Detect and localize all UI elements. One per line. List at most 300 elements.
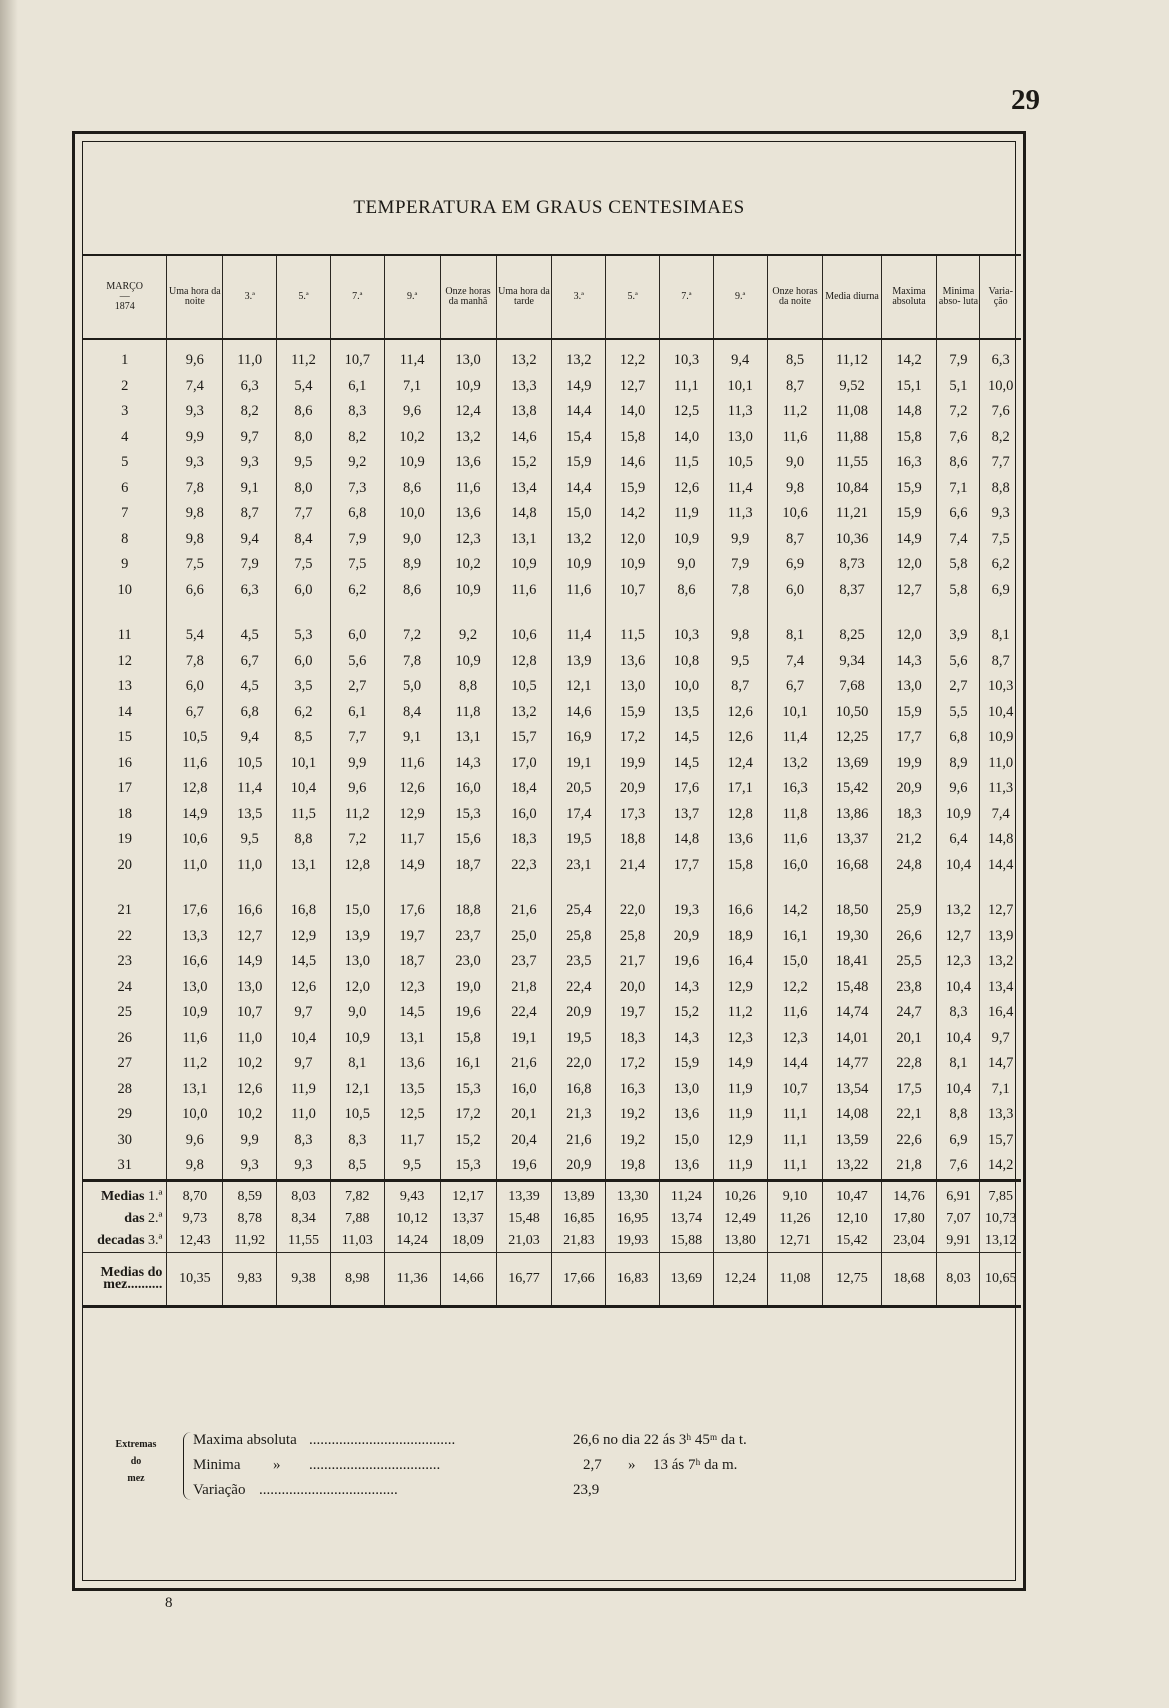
table-cell: 23,5 bbox=[552, 949, 606, 975]
table-cell: 17,2 bbox=[606, 725, 660, 751]
table-cell: 16,1 bbox=[767, 924, 823, 950]
table-cell: 15,9 bbox=[606, 700, 660, 726]
table-cell: 11,0 bbox=[223, 1026, 277, 1052]
table-cell: 9,2 bbox=[440, 623, 496, 649]
table-cell: 13,4 bbox=[980, 975, 1021, 1001]
table-cell: 18,68 bbox=[881, 1252, 937, 1306]
table-cell: 6,3 bbox=[980, 339, 1021, 374]
table-row bbox=[83, 374, 1021, 400]
table-cell: 7,2 bbox=[384, 623, 440, 649]
table-row bbox=[83, 527, 1021, 553]
table-cell: 15,9 bbox=[659, 1051, 713, 1077]
table-cell: 10,9 bbox=[167, 1000, 223, 1026]
table-cell: 11,1 bbox=[767, 1102, 823, 1128]
table-cell: 14,4 bbox=[980, 853, 1021, 879]
table-cell: 8,6 bbox=[384, 578, 440, 604]
table-cell: 24,8 bbox=[881, 853, 937, 879]
table-cell: 14,4 bbox=[552, 476, 606, 502]
table-cell: 11 bbox=[117, 627, 132, 644]
table-cell: 12,3 bbox=[937, 949, 980, 975]
table-cell: 5,5 bbox=[937, 700, 980, 726]
table-cell: 7,82 bbox=[330, 1180, 384, 1208]
table-cell: 8,1 bbox=[767, 623, 823, 649]
column-header: 7.ª bbox=[659, 255, 713, 339]
decade-mean-row bbox=[83, 1180, 1021, 1208]
table-row bbox=[83, 898, 1021, 924]
table-cell: 10,7 bbox=[223, 1000, 277, 1026]
spacer-cell bbox=[496, 603, 552, 623]
table-cell: 14,2 bbox=[767, 898, 823, 924]
table-cell: 4,5 bbox=[223, 623, 277, 649]
table-cell: 15,7 bbox=[496, 725, 552, 751]
table-cell: 10,6 bbox=[496, 623, 552, 649]
table-cell: 7,5 bbox=[277, 552, 331, 578]
table-cell: 12,6 bbox=[713, 700, 767, 726]
decade-label-word: das bbox=[124, 1210, 145, 1226]
table-cell: 9,6 bbox=[167, 339, 223, 374]
table-cell: 3,5 bbox=[277, 674, 331, 700]
table-cell: 10,4 bbox=[937, 1077, 980, 1103]
table-cell: 13,30 bbox=[606, 1180, 660, 1208]
table-cell: 8,37 bbox=[823, 578, 881, 604]
table-cell: 14,3 bbox=[881, 649, 937, 675]
table-cell: 12,71 bbox=[767, 1230, 823, 1253]
table-cell: 11,55 bbox=[823, 450, 881, 476]
table-cell: 9,6 bbox=[937, 776, 980, 802]
table-cell: 6,9 bbox=[937, 1128, 980, 1154]
spacer-cell bbox=[384, 603, 440, 623]
table-cell: 27 bbox=[117, 1055, 132, 1072]
table-row bbox=[83, 751, 1021, 777]
table-cell: 16,0 bbox=[440, 776, 496, 802]
table-cell: 8,6 bbox=[659, 578, 713, 604]
table-cell: 13,5 bbox=[659, 700, 713, 726]
table-cell: 10,0 bbox=[384, 501, 440, 527]
table-cell: 19,7 bbox=[606, 1000, 660, 1026]
table-cell: 18,7 bbox=[384, 949, 440, 975]
table-cell: 16,1 bbox=[440, 1051, 496, 1077]
spacer-cell bbox=[167, 603, 223, 623]
table-cell: 15,1 bbox=[881, 374, 937, 400]
table-cell: 4,5 bbox=[223, 674, 277, 700]
table-cell: 13,0 bbox=[167, 975, 223, 1001]
table-cell: 8 bbox=[121, 530, 129, 547]
table-cell: 13,0 bbox=[881, 674, 937, 700]
extremas-label bbox=[101, 1436, 171, 1487]
table-cell: 12,0 bbox=[881, 552, 937, 578]
table-cell: 8,9 bbox=[384, 552, 440, 578]
table-cell: 13,22 bbox=[823, 1153, 881, 1180]
table-cell: 10,5 bbox=[223, 751, 277, 777]
table-cell: 15,9 bbox=[606, 476, 660, 502]
table-cell: 14,6 bbox=[606, 450, 660, 476]
table-cell: 11,3 bbox=[980, 776, 1021, 802]
table-cell: 15,3 bbox=[440, 1077, 496, 1103]
table-cell: 12,7 bbox=[606, 374, 660, 400]
table-cell: 7,9 bbox=[937, 339, 980, 374]
table-cell: 7,7 bbox=[330, 725, 384, 751]
table-cell: 7,85 bbox=[980, 1180, 1021, 1208]
table-cell: 11,4 bbox=[713, 476, 767, 502]
table-cell: 19,1 bbox=[552, 751, 606, 777]
table-cell: 14,5 bbox=[659, 725, 713, 751]
table-cell: 16,9 bbox=[552, 725, 606, 751]
table-cell: 8,4 bbox=[277, 527, 331, 553]
table-cell: 14,74 bbox=[823, 1000, 881, 1026]
table-cell: 19,6 bbox=[496, 1153, 552, 1180]
table-cell: 12,7 bbox=[980, 898, 1021, 924]
table-cell: 10,35 bbox=[167, 1252, 223, 1306]
table-cell: 14,9 bbox=[167, 802, 223, 828]
spacer-cell bbox=[980, 878, 1021, 898]
table-cell: 17,6 bbox=[167, 898, 223, 924]
table-cell: 6,6 bbox=[167, 578, 223, 604]
table-cell: 12,8 bbox=[713, 802, 767, 828]
table-cell: 7,1 bbox=[937, 476, 980, 502]
table-cell: 14,3 bbox=[659, 1026, 713, 1052]
table-cell: 10,0 bbox=[659, 674, 713, 700]
table-cell: 10,9 bbox=[440, 374, 496, 400]
table-cell: 13,2 bbox=[440, 425, 496, 451]
dot-leader: ................................... bbox=[309, 1457, 441, 1473]
table-cell: 1 bbox=[121, 352, 129, 369]
table-cell: 18,8 bbox=[606, 827, 660, 853]
table-cell: 2,7 bbox=[330, 674, 384, 700]
table-cell: 16,0 bbox=[496, 1077, 552, 1103]
decade-mean-row bbox=[83, 1208, 1021, 1230]
table-cell: 13 bbox=[117, 678, 132, 695]
table-cell: 15,8 bbox=[606, 425, 660, 451]
table-cell: 10,4 bbox=[937, 853, 980, 879]
table-row bbox=[83, 674, 1021, 700]
table-cell: 31 bbox=[117, 1157, 132, 1174]
table-cell: 12,4 bbox=[713, 751, 767, 777]
table-cell: 7,3 bbox=[330, 476, 384, 502]
table-cell: 11,08 bbox=[823, 399, 881, 425]
table-cell: 17,7 bbox=[881, 725, 937, 751]
table-cell: 12,6 bbox=[713, 725, 767, 751]
table-cell: 23,8 bbox=[881, 975, 937, 1001]
table-cell: 9,7 bbox=[277, 1051, 331, 1077]
table-cell: 23,7 bbox=[496, 949, 552, 975]
table-cell: 20 bbox=[117, 856, 132, 873]
table-cell: 16,4 bbox=[980, 1000, 1021, 1026]
table-cell: 21,7 bbox=[606, 949, 660, 975]
table-cell: 13,1 bbox=[167, 1077, 223, 1103]
table-cell: 12,49 bbox=[713, 1208, 767, 1230]
table-cell: 13,1 bbox=[277, 853, 331, 879]
table-cell: 18,50 bbox=[823, 898, 881, 924]
table-cell: 15,6 bbox=[440, 827, 496, 853]
table-cell: 15,48 bbox=[823, 975, 881, 1001]
table-cell: 18 bbox=[117, 805, 132, 822]
table-row bbox=[83, 853, 1021, 879]
table-cell: 11,6 bbox=[767, 827, 823, 853]
table-cell: 23,0 bbox=[440, 949, 496, 975]
table-cell: 16 bbox=[117, 754, 132, 771]
spacer-cell bbox=[767, 878, 823, 898]
spacer-cell bbox=[330, 603, 384, 623]
table-cell: 14,24 bbox=[384, 1230, 440, 1253]
decade-spacer-row bbox=[83, 603, 1021, 623]
table-cell: 9,7 bbox=[980, 1026, 1021, 1052]
table-cell: 13,0 bbox=[223, 975, 277, 1001]
table-cell: 12 bbox=[117, 652, 132, 669]
table-cell: 18,3 bbox=[496, 827, 552, 853]
table-row bbox=[83, 725, 1021, 751]
table-cell: 8,78 bbox=[223, 1208, 277, 1230]
table-cell: 8,5 bbox=[330, 1153, 384, 1180]
table-cell: 19 bbox=[117, 831, 132, 848]
page-title: TEMPERATURA EM GRAUS CENTESIMAES bbox=[353, 197, 745, 218]
table-cell: 6,1 bbox=[330, 374, 384, 400]
table-cell: 11,6 bbox=[384, 751, 440, 777]
table-cell: 8,7 bbox=[223, 501, 277, 527]
table-cell: 10,1 bbox=[767, 700, 823, 726]
table-cell: 9,6 bbox=[330, 776, 384, 802]
maxima-label: Maxima absoluta bbox=[193, 1432, 297, 1448]
table-cell: 8,25 bbox=[823, 623, 881, 649]
table-cell: 21,6 bbox=[496, 1051, 552, 1077]
table-cell: 19,9 bbox=[881, 751, 937, 777]
table-cell: 7,7 bbox=[980, 450, 1021, 476]
table-cell: 11,55 bbox=[277, 1230, 331, 1253]
table-cell: 17,5 bbox=[881, 1077, 937, 1103]
table-cell: 8,3 bbox=[277, 1128, 331, 1154]
table-cell: 8,8 bbox=[440, 674, 496, 700]
table-cell: 22 bbox=[117, 927, 132, 944]
table-cell: 12,2 bbox=[606, 339, 660, 374]
table-cell: 2,7 bbox=[937, 674, 980, 700]
table-cell: 16,8 bbox=[552, 1077, 606, 1103]
table-cell: 14,9 bbox=[881, 527, 937, 553]
table-cell: 17,0 bbox=[496, 751, 552, 777]
table-cell: 13,5 bbox=[223, 802, 277, 828]
table-cell: 15,4 bbox=[552, 425, 606, 451]
table-cell: 14,3 bbox=[440, 751, 496, 777]
table-row bbox=[83, 578, 1021, 604]
table-cell: 20,1 bbox=[496, 1102, 552, 1128]
table-cell: 13,7 bbox=[659, 802, 713, 828]
column-header: 9.ª bbox=[384, 255, 440, 339]
table-cell: 9,5 bbox=[223, 827, 277, 853]
table-cell: 9,52 bbox=[823, 374, 881, 400]
spacer-cell bbox=[384, 878, 440, 898]
table-cell: 10,4 bbox=[277, 776, 331, 802]
table-cell: 14,4 bbox=[767, 1051, 823, 1077]
table-cell: 12,43 bbox=[167, 1230, 223, 1253]
table-row bbox=[83, 924, 1021, 950]
table-cell: 7,6 bbox=[937, 1153, 980, 1180]
table-row bbox=[83, 1128, 1021, 1154]
spacer-cell bbox=[496, 878, 552, 898]
page-frame bbox=[72, 131, 1026, 1591]
table-cell: 19,93 bbox=[606, 1230, 660, 1253]
table-cell: 8,2 bbox=[223, 399, 277, 425]
decade-mean-row bbox=[83, 1230, 1021, 1253]
table-cell: 19,2 bbox=[606, 1102, 660, 1128]
table-cell: 16,85 bbox=[552, 1208, 606, 1230]
spacer-cell bbox=[223, 878, 277, 898]
table-cell: 6,91 bbox=[937, 1180, 980, 1208]
table-cell: 14,2 bbox=[980, 1153, 1021, 1180]
table-cell: 12,2 bbox=[767, 975, 823, 1001]
table-cell: 10,6 bbox=[167, 827, 223, 853]
table-cell: 11,03 bbox=[330, 1230, 384, 1253]
table-cell: 12,25 bbox=[823, 725, 881, 751]
table-cell: 18,4 bbox=[496, 776, 552, 802]
dot-leader: ..................................... bbox=[259, 1482, 398, 1498]
table-cell: 25,0 bbox=[496, 924, 552, 950]
table-cell: 12,10 bbox=[823, 1208, 881, 1230]
table-cell: 9,3 bbox=[223, 450, 277, 476]
table-cell: 21,3 bbox=[552, 1102, 606, 1128]
table-cell: 13,3 bbox=[980, 1102, 1021, 1128]
table-cell: 8,8 bbox=[980, 476, 1021, 502]
table-cell: 11,2 bbox=[713, 1000, 767, 1026]
table-cell: 17,3 bbox=[606, 802, 660, 828]
table-cell: 11,6 bbox=[767, 1000, 823, 1026]
table-cell: 11,0 bbox=[223, 853, 277, 879]
table-cell: 9,5 bbox=[384, 1153, 440, 1180]
table-cell: 10,5 bbox=[496, 674, 552, 700]
table-cell: 20,1 bbox=[881, 1026, 937, 1052]
table-cell: 13,2 bbox=[552, 527, 606, 553]
column-header: Uma hora da tarde bbox=[496, 255, 552, 339]
table-cell: 9,6 bbox=[167, 1128, 223, 1154]
table-cell: 22,0 bbox=[606, 898, 660, 924]
table-row bbox=[83, 1051, 1021, 1077]
table-cell: 21,6 bbox=[496, 898, 552, 924]
table-cell: 13,2 bbox=[980, 949, 1021, 975]
table-cell: 15,48 bbox=[496, 1208, 552, 1230]
table-cell: 12,3 bbox=[713, 1026, 767, 1052]
table-cell: 10,1 bbox=[277, 751, 331, 777]
table-cell: 18,8 bbox=[440, 898, 496, 924]
table-cell: 12,0 bbox=[606, 527, 660, 553]
table-cell: 8,7 bbox=[767, 527, 823, 553]
table-cell: 14 bbox=[117, 703, 132, 720]
table-cell: 25,4 bbox=[552, 898, 606, 924]
table-cell: 9,83 bbox=[223, 1252, 277, 1306]
minima-detail: 13 ás 7ʰ da m. bbox=[653, 1457, 738, 1473]
table-cell: 8,59 bbox=[223, 1180, 277, 1208]
table-cell: 21,2 bbox=[881, 827, 937, 853]
table-cell: 13,2 bbox=[496, 700, 552, 726]
table-cell: 10,9 bbox=[606, 552, 660, 578]
table-cell: 15,8 bbox=[881, 425, 937, 451]
table-cell: 12,9 bbox=[384, 802, 440, 828]
table-cell: 8,34 bbox=[277, 1208, 331, 1230]
table-cell: 19,9 bbox=[606, 751, 660, 777]
table-cell: 17 bbox=[117, 780, 132, 797]
table-cell: 8,1 bbox=[980, 623, 1021, 649]
table-cell: 11,7 bbox=[384, 827, 440, 853]
brace bbox=[183, 1432, 192, 1500]
table-cell: 7,6 bbox=[980, 399, 1021, 425]
table-cell: 26 bbox=[117, 1029, 132, 1046]
table-cell: 8,6 bbox=[384, 476, 440, 502]
table-cell: 10,9 bbox=[384, 450, 440, 476]
table-cell: 10,47 bbox=[823, 1180, 881, 1208]
table-cell: 10,12 bbox=[384, 1208, 440, 1230]
table-cell: 14,4 bbox=[552, 399, 606, 425]
table-cell: 19,2 bbox=[606, 1128, 660, 1154]
table-cell: 29 bbox=[117, 1106, 132, 1123]
table-cell: 20,9 bbox=[881, 776, 937, 802]
table-cell: 8,7 bbox=[980, 649, 1021, 675]
table-cell: 11,92 bbox=[223, 1230, 277, 1253]
month-mean-label-line: Medias do bbox=[100, 1264, 163, 1280]
table-cell: 13,6 bbox=[659, 1102, 713, 1128]
table-cell: 19,0 bbox=[440, 975, 496, 1001]
table-cell: 7,1 bbox=[980, 1077, 1021, 1103]
table-cell: 13,5 bbox=[384, 1077, 440, 1103]
table-cell: 6,0 bbox=[277, 578, 331, 604]
table-cell: 9,43 bbox=[384, 1180, 440, 1208]
table-cell: 13,80 bbox=[713, 1230, 767, 1253]
table-cell: 10,9 bbox=[980, 725, 1021, 751]
page-frame-inner bbox=[82, 141, 1016, 1581]
table-cell: 18,9 bbox=[713, 924, 767, 950]
table-cell: 15,88 bbox=[659, 1230, 713, 1253]
column-header: 3.ª bbox=[552, 255, 606, 339]
spacer-cell bbox=[659, 878, 713, 898]
book-spine-shadow bbox=[0, 0, 18, 1708]
spacer-cell bbox=[330, 878, 384, 898]
table-cell: 5,0 bbox=[384, 674, 440, 700]
table-cell: 10,9 bbox=[937, 802, 980, 828]
table-cell: 9,0 bbox=[384, 527, 440, 553]
table-cell: 15,0 bbox=[552, 501, 606, 527]
table-cell: 10,4 bbox=[980, 700, 1021, 726]
table-cell: 13,6 bbox=[659, 1153, 713, 1180]
table-cell: 10,26 bbox=[713, 1180, 767, 1208]
table-cell: 8,3 bbox=[937, 1000, 980, 1026]
table-cell: 16,6 bbox=[713, 898, 767, 924]
spacer-cell bbox=[277, 878, 331, 898]
table-cell: 11,4 bbox=[767, 725, 823, 751]
table-cell: 11,9 bbox=[713, 1077, 767, 1103]
table-cell: 19,5 bbox=[552, 827, 606, 853]
table-cell: 8,7 bbox=[713, 674, 767, 700]
table-cell: 11,0 bbox=[277, 1102, 331, 1128]
table-row bbox=[83, 1000, 1021, 1026]
extremas-section bbox=[83, 1412, 1021, 1532]
table-cell: 11,24 bbox=[659, 1180, 713, 1208]
table-cell: 10,5 bbox=[167, 725, 223, 751]
table-cell: 8,9 bbox=[937, 751, 980, 777]
table-cell: 13,3 bbox=[167, 924, 223, 950]
variacao-line bbox=[193, 1478, 813, 1503]
spacer-cell bbox=[83, 603, 167, 623]
table-cell: 6,1 bbox=[330, 700, 384, 726]
table-cell: 7,5 bbox=[330, 552, 384, 578]
table-cell: 11,1 bbox=[659, 374, 713, 400]
table-cell: 6,3 bbox=[223, 578, 277, 604]
table-cell: 25,8 bbox=[606, 924, 660, 950]
table-cell: 14,8 bbox=[881, 399, 937, 425]
spacer-cell bbox=[167, 878, 223, 898]
table-cell: 15,42 bbox=[823, 776, 881, 802]
table-cell: 18,3 bbox=[881, 802, 937, 828]
column-header: Varia- ção bbox=[980, 255, 1021, 339]
table-cell: 7,8 bbox=[167, 476, 223, 502]
decade-ordinal: 3.ª bbox=[148, 1232, 163, 1248]
table-cell: 10,7 bbox=[606, 578, 660, 604]
table-cell: 10,9 bbox=[330, 1026, 384, 1052]
table-cell: 13,3 bbox=[496, 374, 552, 400]
